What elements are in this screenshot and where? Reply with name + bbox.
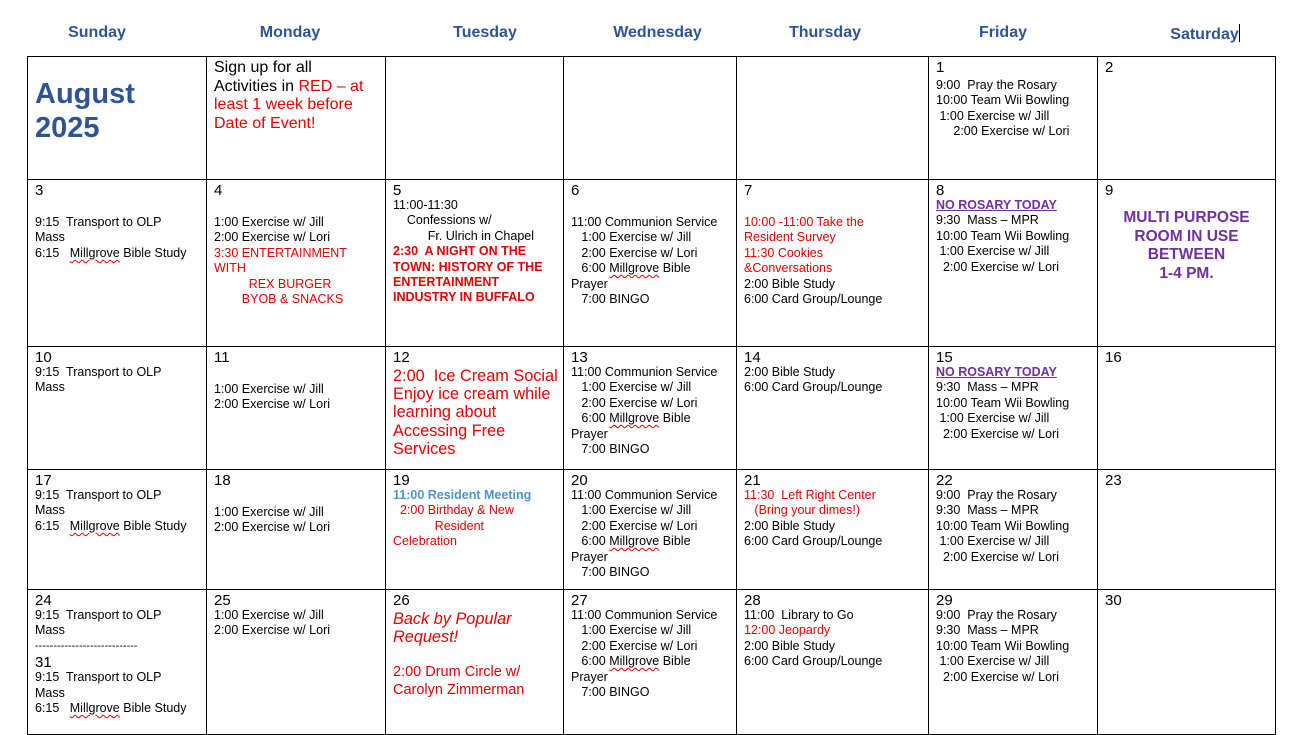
event-line: 6:15 Millgrove Bible Study bbox=[35, 518, 187, 533]
event-line: 11:00 Communion Service bbox=[571, 488, 718, 502]
event-line: 2:00 Exercise w/ Lori bbox=[214, 623, 331, 638]
event-line-red: Carolyn Zimmerman bbox=[393, 681, 525, 698]
event-line: 2:00 Exercise w/ Lori bbox=[214, 230, 331, 245]
event-line: 2:00 Exercise w/ Lori bbox=[571, 245, 698, 260]
event-line: 1:00 Exercise w/ Jill bbox=[936, 244, 1050, 259]
event-line: 9:00 Pray the Rosary bbox=[936, 608, 1057, 622]
day-number: 5 bbox=[393, 182, 402, 199]
divider: ---------------------------- bbox=[35, 639, 138, 652]
event-line: 2:00 Bible Study bbox=[744, 638, 836, 653]
event-line: Fr. Ulrich in Chapel bbox=[393, 228, 535, 243]
day-cell-17 bbox=[27, 469, 206, 590]
day-number: 26 bbox=[393, 592, 410, 609]
event-line: 1:00 Exercise w/ Jill bbox=[571, 503, 692, 518]
room-notice-line: BETWEEN bbox=[1147, 246, 1226, 263]
day-number: 14 bbox=[744, 349, 761, 366]
day-number: 6 bbox=[571, 182, 580, 199]
event-line-red: (Bring your dimes!) bbox=[744, 503, 861, 518]
day-number: 29 bbox=[936, 592, 953, 609]
event-line: 7:00 BINGO bbox=[571, 442, 650, 457]
event-line: 2:00 Exercise w/ Lori bbox=[936, 669, 1059, 684]
event-line-red: REX BURGER bbox=[214, 276, 332, 291]
day-number: 31 bbox=[35, 654, 52, 672]
day-cell-8 bbox=[928, 179, 1097, 347]
resident-meeting-line: 11:00 Resident Meeting bbox=[393, 488, 532, 502]
event-line: 11:00 Communion Service bbox=[571, 608, 718, 622]
event-line: 10:00 Team Wii Bowling bbox=[936, 638, 1070, 653]
room-notice-line: 1-4 PM. bbox=[1159, 264, 1214, 282]
event-line: 9:30 Mass – MPR bbox=[936, 213, 1039, 228]
event-line-red: 11:30 Cookies bbox=[744, 245, 823, 260]
header-wednesday: Wednesday bbox=[613, 24, 702, 41]
event-line: 9:30 Mass – MPR bbox=[936, 623, 1039, 638]
day-cell-3 bbox=[27, 179, 206, 347]
event-line-red: BYOB & SNACKS bbox=[214, 292, 344, 307]
event-line: 1:00 Exercise w/ Jill bbox=[214, 608, 324, 622]
event-line: 11:00 Communion Service bbox=[571, 365, 718, 379]
event-line-red: Resident bbox=[393, 518, 485, 533]
day-number: 9 bbox=[1105, 182, 1114, 199]
day-cell-13 bbox=[563, 346, 736, 470]
event-line: 6:00 Millgrove Bible bbox=[571, 534, 691, 549]
day-cell-20 bbox=[563, 469, 736, 590]
event-line-red: Resident Survey bbox=[744, 230, 836, 245]
month-title: August bbox=[35, 78, 135, 110]
signup-notice-red: RED – at least 1 week before Date of Event! bbox=[214, 77, 364, 132]
day-cell-7 bbox=[736, 179, 928, 347]
day-cell-30 bbox=[1097, 589, 1275, 735]
event-line: 2:00 Exercise w/ Lori bbox=[936, 124, 1070, 139]
event-line: Prayer bbox=[571, 276, 608, 291]
header-saturday bbox=[1130, 24, 1280, 44]
day-number: 7 bbox=[744, 182, 753, 199]
event-line: 6:15 Millgrove Bible Study bbox=[35, 701, 187, 716]
event-line: 10:00 Team Wii Bowling bbox=[936, 228, 1070, 243]
day-number: 8 bbox=[936, 182, 945, 199]
day-number: 18 bbox=[214, 472, 231, 489]
day-number: 19 bbox=[393, 472, 410, 489]
event-line: 1:00 Exercise w/ Jill bbox=[936, 534, 1050, 549]
event-line: 2:00 Bible Study bbox=[744, 276, 836, 291]
day-cell-24-31 bbox=[27, 589, 206, 735]
day-number: 10 bbox=[35, 349, 52, 366]
event-line-italic: Request! bbox=[393, 628, 459, 647]
event-line: 6:00 Millgrove Bible bbox=[571, 411, 691, 426]
event-line: 1:00 Exercise w/ Jill bbox=[936, 411, 1050, 426]
text-cursor bbox=[1239, 24, 1240, 42]
no-rosary-notice: NO ROSARY TODAY bbox=[936, 365, 1057, 379]
day-cell-9 bbox=[1097, 179, 1275, 347]
day-cell-19 bbox=[385, 469, 563, 590]
event-line: 7:00 BINGO bbox=[571, 565, 650, 580]
event-line-red: 11:30 Left Right Center bbox=[744, 488, 876, 502]
empty-cell-wed bbox=[563, 56, 736, 180]
day-number: 3 bbox=[35, 182, 44, 199]
event-line: 10:00 Team Wii Bowling bbox=[936, 518, 1070, 533]
event-line: 11:00 Communion Service bbox=[571, 215, 718, 229]
signup-notice: Sign up for all Activities in RED – at least 1 week before Date of Event! bbox=[214, 59, 364, 132]
title-cell bbox=[27, 56, 206, 180]
event-line: 6:00 Card Group/Lounge bbox=[744, 380, 883, 395]
event-line: 6:00 Card Group/Lounge bbox=[744, 292, 883, 307]
event-line-red: 12:00 Jeopardy bbox=[744, 623, 831, 638]
event-line: 1:00 Exercise w/ Jill bbox=[936, 108, 1050, 123]
day-cell-16 bbox=[1097, 346, 1275, 470]
day-cell-12 bbox=[385, 346, 563, 470]
event-line: 1:00 Exercise w/ Jill bbox=[936, 654, 1050, 669]
room-notice-line: MULTI PURPOSE bbox=[1123, 209, 1250, 226]
event-line: 9:15 Transport to OLP bbox=[35, 608, 162, 622]
event-line: 2:00 Bible Study bbox=[744, 365, 836, 379]
event-line-red: 2:00 Drum Circle w/ bbox=[393, 664, 521, 681]
empty-cell-thu bbox=[736, 56, 928, 180]
day-number: 15 bbox=[936, 349, 953, 366]
event-line: 9:15 Transport to OLP bbox=[35, 365, 162, 379]
event-line: 1:00 Exercise w/ Jill bbox=[571, 380, 692, 395]
event-line-red: ENTERTAINMENT bbox=[393, 275, 500, 290]
day-number: 17 bbox=[35, 472, 52, 489]
event-line: 6:15 Millgrove Bible Study bbox=[35, 245, 187, 260]
empty-cell-tue bbox=[385, 56, 563, 180]
day-number: 2 bbox=[1105, 59, 1114, 76]
event-line: 1:00 Exercise w/ Jill bbox=[214, 382, 324, 396]
day-number: 21 bbox=[744, 472, 761, 489]
day-number: 1 bbox=[936, 59, 945, 76]
event-line: 6:00 Card Group/Lounge bbox=[744, 534, 883, 549]
event-line: 1:00 Exercise w/ Jill bbox=[571, 230, 692, 245]
day-cell-22 bbox=[928, 469, 1097, 590]
event-line: 9:30 Mass – MPR bbox=[936, 380, 1039, 395]
event-line: 9:15 Transport to OLP bbox=[35, 670, 162, 685]
event-line: 6:00 Millgrove Bible bbox=[571, 261, 691, 276]
event-line: 2:00 Exercise w/ Lori bbox=[936, 549, 1059, 564]
day-number: 11 bbox=[214, 349, 230, 366]
event-line-red: 3:30 ENTERTAINMENT bbox=[214, 245, 347, 260]
event-line-red: &Conversations bbox=[744, 261, 833, 276]
day-number: 27 bbox=[571, 592, 588, 609]
day-number: 24 bbox=[35, 592, 52, 609]
event-line: 9:00 Pray the Rosary bbox=[936, 488, 1057, 502]
event-line-red: 2:00 Ice Cream Social bbox=[393, 367, 558, 385]
event-line: 7:00 BINGO bbox=[571, 292, 650, 307]
day-cell-29 bbox=[928, 589, 1097, 735]
header-sunday: Sunday bbox=[68, 24, 126, 41]
day-cell-15 bbox=[928, 346, 1097, 470]
event-line: Mass bbox=[35, 623, 65, 638]
day-cell-25 bbox=[206, 589, 385, 735]
day-cell-18 bbox=[206, 469, 385, 590]
event-line: Mass bbox=[35, 380, 65, 395]
day-cell-11 bbox=[206, 346, 385, 470]
day-number: 16 bbox=[1105, 349, 1122, 366]
event-line: 9:00 Pray the Rosary bbox=[936, 78, 1057, 92]
header-thursday: Thursday bbox=[788, 24, 861, 41]
day-cell-21 bbox=[736, 469, 928, 590]
day-number: 23 bbox=[1105, 472, 1122, 489]
event-line: 2:00 Exercise w/ Lori bbox=[571, 638, 698, 653]
day-cell-28 bbox=[736, 589, 928, 735]
event-line: Prayer bbox=[571, 426, 608, 441]
table-right-border bbox=[1275, 56, 1276, 735]
day-number: 13 bbox=[571, 349, 588, 366]
event-line: Prayer bbox=[571, 669, 608, 684]
event-line: 11:00 Library to Go bbox=[744, 608, 854, 622]
event-line: Mass bbox=[35, 503, 65, 518]
event-line: Confessions w/ bbox=[393, 213, 492, 228]
no-rosary-notice: NO ROSARY TODAY bbox=[936, 198, 1057, 212]
event-line: 9:15 Transport to OLP bbox=[35, 215, 162, 229]
event-line: 2:00 Exercise w/ Lori bbox=[214, 397, 331, 412]
event-line: 2:00 Exercise w/ Lori bbox=[214, 520, 331, 535]
event-line: 2:00 Exercise w/ Lori bbox=[571, 395, 698, 410]
day-cell-14 bbox=[736, 346, 928, 470]
day-cell-5 bbox=[385, 179, 563, 347]
day-cell-2 bbox=[1097, 56, 1275, 180]
day-number: 12 bbox=[393, 349, 410, 366]
event-line-red: learning about bbox=[393, 403, 497, 422]
event-line: 2:00 Exercise w/ Lori bbox=[571, 518, 698, 533]
event-line-red: Celebration bbox=[393, 534, 457, 549]
day-number: 25 bbox=[214, 592, 231, 609]
event-line: Prayer bbox=[571, 549, 608, 564]
day-number: 30 bbox=[1105, 592, 1122, 609]
event-line-red: TOWN: HISTORY OF THE bbox=[393, 259, 543, 274]
event-line-red: 2:00 Birthday & New bbox=[393, 503, 514, 518]
day-cell-26 bbox=[385, 589, 563, 735]
event-line: 10:00 Team Wii Bowling bbox=[936, 395, 1070, 410]
day-cell-27 bbox=[563, 589, 736, 735]
header-friday: Friday bbox=[978, 24, 1027, 41]
event-line-red: 2:30 A NIGHT ON THE bbox=[393, 244, 527, 259]
event-line-red: Enjoy ice cream while bbox=[393, 385, 551, 404]
day-cell-6 bbox=[563, 179, 736, 347]
year-title: 2025 bbox=[35, 112, 100, 144]
room-notice-line: ROOM IN USE bbox=[1134, 227, 1239, 245]
day-cell-4 bbox=[206, 179, 385, 347]
event-line: 1:00 Exercise w/ Jill bbox=[214, 215, 324, 229]
day-cell-10 bbox=[27, 346, 206, 470]
event-line: 2:00 Bible Study bbox=[744, 518, 836, 533]
event-line: 7:00 BINGO bbox=[571, 685, 650, 700]
event-line-red: Services bbox=[393, 439, 456, 458]
header-saturday-label: Saturday bbox=[1170, 26, 1239, 43]
event-line-red: 10:00 -11:00 Take the bbox=[744, 215, 864, 229]
day-number: 20 bbox=[571, 472, 588, 489]
event-line-red: INDUSTRY IN BUFFALO bbox=[393, 290, 535, 305]
event-line-red: Accessing Free bbox=[393, 421, 506, 440]
event-line: 1:00 Exercise w/ Jill bbox=[571, 623, 692, 638]
day-cell-1 bbox=[928, 56, 1097, 180]
event-line: Mass bbox=[35, 230, 65, 245]
signup-notice-cell bbox=[206, 56, 385, 180]
event-line: 10:00 Team Wii Bowling bbox=[936, 93, 1070, 108]
event-line: 6:00 Millgrove Bible bbox=[571, 654, 691, 669]
event-line: 9:15 Transport to OLP bbox=[35, 488, 162, 502]
event-line: 11:00-11:30 bbox=[393, 198, 458, 212]
day-number: 22 bbox=[936, 472, 953, 489]
header-tuesday: Tuesday bbox=[453, 24, 517, 41]
event-line: 2:00 Exercise w/ Lori bbox=[936, 426, 1059, 441]
event-line-red: WITH bbox=[214, 261, 246, 276]
day-cell-23 bbox=[1097, 469, 1275, 590]
event-line: 6:00 Card Group/Lounge bbox=[744, 654, 883, 669]
event-line: 1:00 Exercise w/ Jill bbox=[214, 505, 324, 519]
event-line: Mass bbox=[35, 685, 65, 700]
event-line: 2:00 Exercise w/ Lori bbox=[936, 259, 1059, 274]
day-number: 28 bbox=[744, 592, 761, 609]
day-number: 4 bbox=[214, 182, 223, 199]
event-line-italic: Back by Popular bbox=[393, 610, 512, 628]
event-line: 9:30 Mass – MPR bbox=[936, 503, 1039, 518]
header-monday: Monday bbox=[259, 24, 321, 41]
